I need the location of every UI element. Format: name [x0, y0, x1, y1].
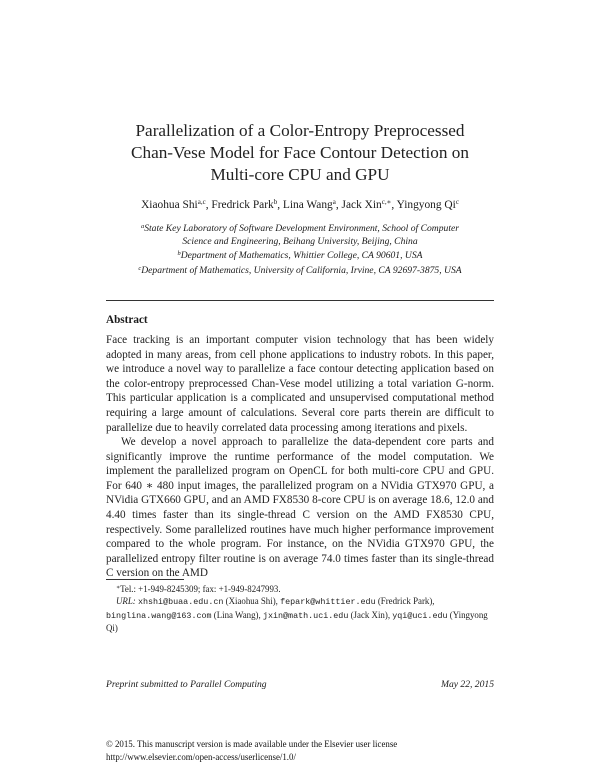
title-line-3: Multi-core CPU and GPU	[210, 165, 390, 184]
footnote-rule	[106, 579, 184, 580]
footnote-urls: URL: xhshi@buaa.edu.cn (Xiaohua Shi), fepark@whittier.edu (Fredrick Park), binglina.wang@163.com (Lina Wang), jxin@math.uci.edu (Jack Xin), yqi@uci.edu (Yingyong Qi)	[106, 596, 488, 634]
author: Yingyong Qi$^c$	[396, 198, 459, 211]
author: Fredrick Park$^b$,	[211, 198, 283, 211]
license-text: © 2015. This manuscript version is made available under the Elsevier user license	[106, 739, 398, 749]
footnote	[106, 582, 494, 635]
abstract-paragraph-2: We develop a novel approach to parallelize the data-dependent core parts and significantly improve the runtime performance of the model computation. We implement the parallelized program on OpenCL for both multi-core CPU and GPU. For 640 ∗ 480 input images, the parallelized program on a NVidia GTX970 GPU, a NVidia GTX660 GPU, and an AMD FX8530 8-core CPU is on average 18.6, 12.0 and 4.40 times faster than its single-thread C version on the AMD FX8530 CPU, respectively. Some parallelized routines have much higher performance improvement compared to the whole program. For instance, on the NVidia GTX970 GPU, the parallelized entropy filter routine is on average 74.0 times faster than its single-thread C version on the AMD	[106, 436, 494, 580]
preprint-note: Preprint submitted to Parallel Computing	[106, 679, 267, 690]
email-entry: binglina.wang@163.com (Lina Wang),	[106, 609, 263, 621]
submission-date: May 22, 2015	[440, 679, 494, 690]
affiliation-a-cont: Science and Engineering, Beihang University, Beijing, China	[182, 235, 418, 247]
email-link[interactable]: yqi@uci.edu	[392, 610, 448, 621]
title-line-1: Parallelization of a Color-Entropy Preprocessed	[135, 121, 465, 140]
affiliations	[100, 221, 500, 277]
affiliation-c: $^c$Department of Mathematics, University of California, Irvine, CA 92697-3875, USA	[138, 264, 462, 276]
author: Xiaohua Shi$^{a,c}$,	[141, 198, 212, 211]
author-list	[60, 198, 540, 211]
license-url[interactable]: http://www.elsevier.com/open-access/userlicense/1.0/	[106, 751, 296, 762]
email-link[interactable]: fepark@whittier.edu	[280, 597, 376, 608]
title-line-2: Chan-Vese Model for Face Contour Detection on	[131, 143, 469, 162]
affiliation-a: $^a$State Key Laboratory of Software Development Environment, School of Computer	[141, 223, 459, 234]
email-entry: jxin@math.uci.edu (Jack Xin),	[262, 609, 393, 621]
email-link[interactable]: xhshi@buaa.edu.cn	[137, 597, 224, 608]
paper-title	[60, 120, 540, 186]
email-link[interactable]: jxin@math.uci.edu	[262, 610, 349, 621]
footnote-tel: ∗Tel.: +1-949-8245309; fax: +1-949-8247993.	[116, 584, 281, 594]
author: Jack Xin$^{c,∗}$,	[341, 198, 397, 211]
email-entry: xhshi@buaa.edu.cn (Xiaohua Shi),	[137, 596, 281, 608]
abstract-heading: Abstract	[106, 314, 148, 326]
affiliation-b: $^b$Department of Mathematics, Whittier College, CA 90601, USA	[177, 250, 423, 262]
email-entry: yqi@uci.edu (Yingyong Qi)	[106, 609, 488, 634]
license-notice	[106, 738, 397, 763]
email-link[interactable]: binglina.wang@163.com	[106, 610, 212, 621]
abstract-paragraph-1: Face tracking is an important computer vision technology that has been widely adopted in many areas, from cell phone applications to industry robots. In this paper, we introduce a novel way to parallelize a face contour detecting application based on the color-entropy preprocessed Chan-Vese model utilizing a total variation G-norm. This particular application is a complicated and unsupervised computational method requiring a large amount of calculations. Several core parts therein are difficult to parallelize due to heavily correlated data processing among iterations and pixels.	[106, 334, 494, 434]
author: Lina Wang$^a$,	[282, 198, 342, 211]
abstract-top-rule	[106, 300, 494, 301]
email-entry: fepark@whittier.edu (Fredrick Park),	[280, 596, 435, 608]
